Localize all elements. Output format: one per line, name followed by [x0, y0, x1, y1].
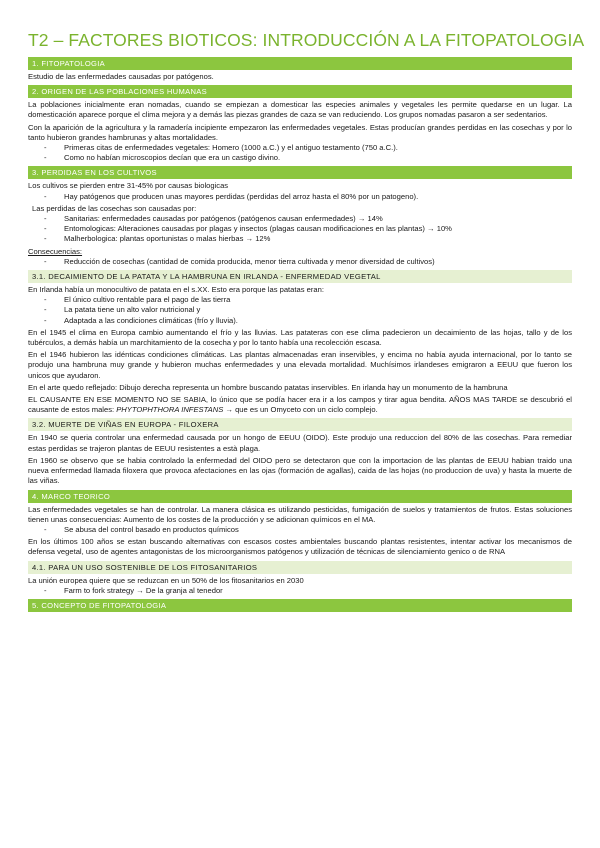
- paragraph: Las perdidas de las cosechas son causadas por:: [32, 203, 197, 213]
- paragraph: Las enfermedades vegetales se han de controlar. La manera clásica es utilizando pesticidas, fumigación de suelos y tratamientos de frutos. Estas soluciones tienen unas consecuencias: Aumento de los costes de la producción y se adicionan químicos en el MA.: [28, 504, 572, 524]
- pathogen-name: PHYTOPHTHORA INFESTANS: [116, 405, 224, 415]
- bullet-item: - Primeras citas de enfermedades vegetales: Homero (1000 a.C.) y el antiguo testamento (750 a.C.).: [28, 143, 572, 153]
- paragraph: En 1960 se observo que se habia controlado la enfermedad del OIDO pero se detectaron que con la importacion de las plantas de EEUU habian traido una nueva enfermedad llamada filoxera que provoca afectaciones en las ojas (formación de agallas), caida de las hojas (no produccion de uva) y hasta la muerte de las viñas.: [28, 455, 572, 486]
- text-span: → que es un Omyceto con un ciclo complejo.: [223, 405, 378, 415]
- paragraph: En los últimos 100 años se estan buscando alternativas con escasos costes ambientales buscando plantas resistentes, intentar activar los mecanismos de defensa vegetal, uso de agentes antagonistas de los microorganismos patógenos y utilización de técnicas de silenciamiento genico o de RNA: [28, 537, 572, 557]
- paragraph: En el arte quedo reflejado: Dibujo derecha representa un hombre buscando patatas inservibles. En irlanda hay un monumento de la hambruna: [28, 382, 508, 392]
- bullet-item: - Se abusa del control basado en productos químicos: [28, 525, 572, 535]
- paragraph-causante: [28, 395, 572, 415]
- section-heading-fitopatologia: 1. FITOPATOLOGIA: [28, 57, 572, 70]
- bullet-item: - Farm to fork strategy → De la granja al tenedor: [28, 586, 572, 596]
- paragraph: En Irlanda había un monocultivo de patata en el s.XX. Esto era porque las patatas eran:: [28, 285, 324, 295]
- consequences-label: Consecuencias:: [28, 246, 83, 256]
- subsection-heading-patata: 3.1. DECAIMIENTO DE LA PATATA Y LA HAMBRUNA EN IRLANDA - ENFERMEDAD VEGETAL: [28, 270, 572, 283]
- paragraph: Con la aparición de la agricultura y la ramadería incipiente empezaron las enfermedades vegetales. Estas producían grandes perdidas en las cosechas y por lo tanto hubieron grandes hambrunas y altas mortalidades.: [28, 122, 572, 142]
- paragraph: En el 1946 hubieron las idénticas condiciones climáticas. Las plantas almacenadas eran inservibles, y encima no había ayuda internacional, por lo tanto se produjo una hambruna muy grande y hubieron muchas enfermedades y una elevada mortalidad. Muchísimos irlandeses emigraron a EEUU que fueron los unicos que ayudaron.: [28, 350, 572, 380]
- section-heading-perdidas: 3. PERDIDAS EN LOS CULTIVOS: [28, 166, 572, 179]
- bullet-item: - Adaptada a las condiciones climáticas (frío y lluvia).: [28, 316, 572, 326]
- paragraph: Los cultivos se pierden entre 31-45% por causas biologicas: [28, 181, 229, 191]
- bullet-item: - Como no habían microscopios decían que era un castigo divino.: [28, 153, 572, 163]
- subsection-heading-vinas: 3.2. MUERTE DE VIÑAS EN EUROPA - FILOXERA: [28, 418, 572, 431]
- paragraph: La poblaciones inicialmente eran nomadas, cuando se empiezan a domesticar las especies animales y vegetales les permite quedarse en un lugar. La domesticación aparece porque el clima mejora y a demás las piezas grandes de caza se van reduciendo. Los grupos nomadas pasaron a ser sedentarios.: [28, 100, 572, 120]
- document-title: T2 – FACTORES BIOTICOS: INTRODUCCIÓN A LA FITOPATOLOGIA: [28, 30, 585, 50]
- section-heading-marco: 4. MARCO TEORICO: [28, 490, 572, 503]
- bullet-item: - Hay patógenos que producen unas mayores perdidas (perdidas del arroz hasta el 80% por un patogeno).: [28, 192, 572, 202]
- section-heading-concepto: 5. CONCEPTO DE FITOPATOLOGIA: [28, 599, 572, 612]
- paragraph: En el 1945 el clima en Europa cambio aumentando el frío y las lluvias. Las patateras con ese clima padecieron un decaimiento de las hojas, tallo y de los tubérculos, a demás había un marchitamiento de la cosecha y por lo tanto había una recolección escasa.: [28, 327, 572, 348]
- bullet-item: - El único cultivo rentable para el pago de las tierra: [28, 295, 572, 305]
- paragraph: La unión europea quiere que se reduzcan en un 50% de los fitosanitarios en 2030: [28, 575, 304, 585]
- section-heading-origen: 2. ORIGEN DE LAS POBLACIONES HUMANAS: [28, 85, 572, 98]
- bullet-item: - Sanitarias: enfermedades causadas por patógenos (patógenos causan enfermedades) → 14%: [28, 214, 572, 224]
- paragraph: Estudio de las enfermedades causadas por patógenos.: [28, 72, 214, 81]
- subsection-heading-sostenible: 4.1. PARA UN USO SOSTENIBLE DE LOS FITOSANITARIOS: [28, 561, 572, 574]
- paragraph: En 1940 se queria controlar una enfermedad causada por un hongo de EEUU (OIDO). Este produjo una reduccion del 80% de las cosechas. Para remediar estas perdidas se trajeron plantas de EEUU resistentes a està plaga.: [28, 433, 572, 453]
- bullet-item: - Malherbologica: plantas oportunistas o malas hierbas → 12%: [28, 234, 572, 244]
- bullet-item: - Reducción de cosechas (cantidad de comida producida, menor tierra cultivada y menor diversidad de cultivos): [28, 257, 572, 267]
- bullet-item: - La patata tiene un alto valor nutricional y: [28, 305, 572, 315]
- text-span: EL CAUSANTE EN ESE MOMENTO NO SE SABIA, lo único que se podía hacer era ir a los campos y tirar agua bendita. AÑOS MAS TARDE se descubrió el causante de estos males:: [28, 395, 572, 415]
- bullet-item: - Entomologicas: Alteraciones causadas por plagas y insectos (plagas causan modificaciones en las plantas) → 10%: [28, 224, 572, 234]
